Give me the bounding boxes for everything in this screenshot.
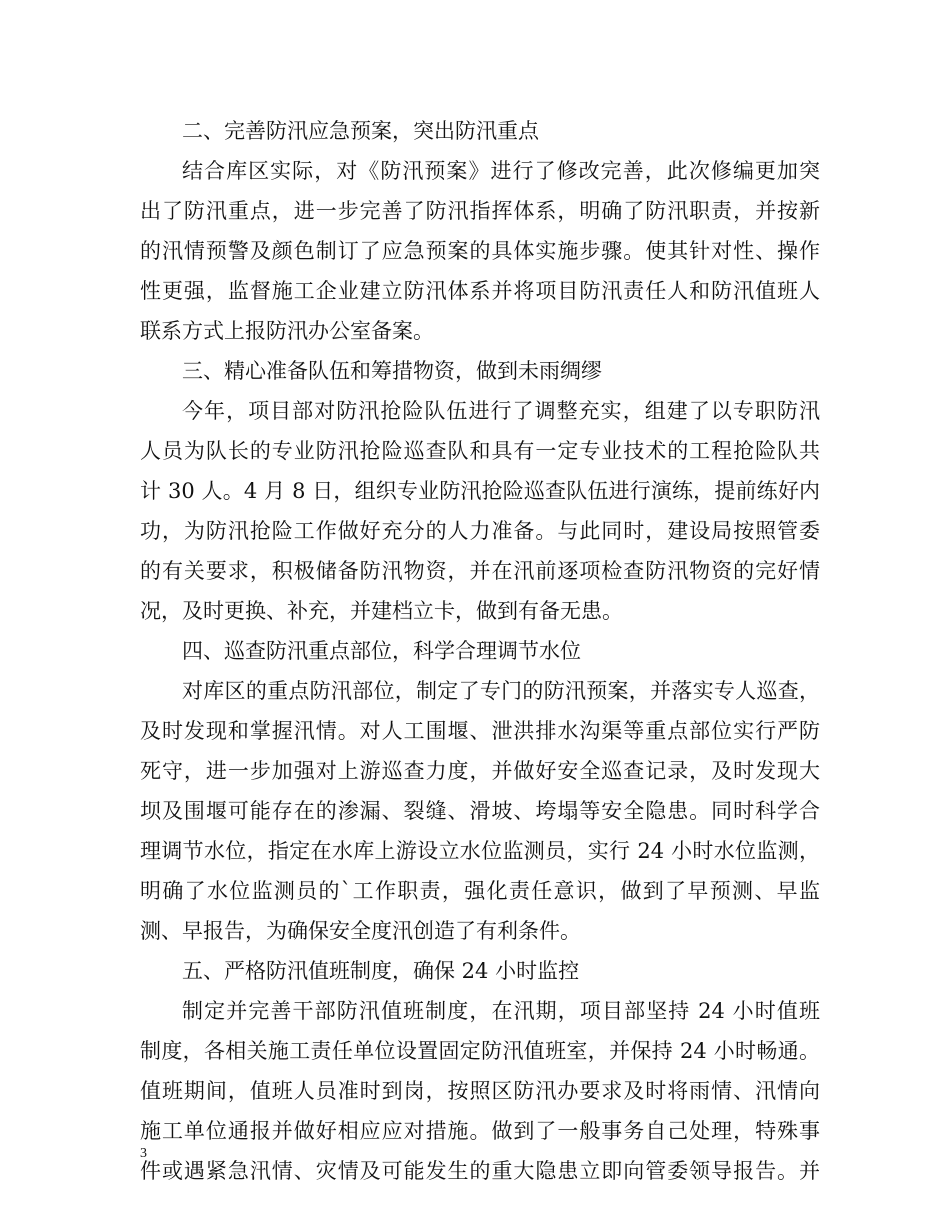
paragraph-line: 出了防汛重点，进一步完善了防汛指挥体系，明确了防汛职责，并按新 — [140, 199, 820, 223]
paragraph-line: 坝及围堰可能存在的渗漏、裂缝、滑坡、垮塌等安全隐患。同时科学合 — [140, 799, 820, 823]
paragraph-line: 理调节水位，指定在水库上游设立水位监测员，实行 24 小时水位监测， — [140, 839, 820, 863]
paragraph-line: 联系方式上报防汛办公室备案。 — [140, 319, 434, 343]
paragraph-line: 况，及时更换、补充，并建档立卡，做到有备无患。 — [140, 599, 623, 623]
section-heading: 五、严格防汛值班制度，确保 24 小时监控 — [182, 959, 580, 983]
paragraph-line: 性更强，监督施工企业建立防汛体系并将项目防汛责任人和防汛值班人 — [140, 279, 820, 303]
paragraph-line: 今年，项目部对防汛抢险队伍进行了调整充实，组建了以专职防汛 — [182, 399, 820, 423]
paragraph-line: 功，为防汛抢险工作做好充分的人力准备。与此同时，建设局按照管委 — [140, 519, 820, 543]
section-heading: 四、巡查防汛重点部位，科学合理调节水位 — [182, 639, 581, 663]
paragraph-line: 件或遇紧急汛情、灾情及可能发生的重大隐患立即向管委领导报告。并 — [140, 1159, 820, 1183]
paragraph-line: 计 30 人。4 月 8 日，组织专业防汛抢险巡查队伍进行演练，提前练好内 — [140, 479, 820, 503]
paragraph-line: 制定并完善干部防汛值班制度，在汛期，项目部坚持 24 小时值班 — [182, 999, 820, 1023]
paragraph-line: 的汛情预警及颜色制订了应急预案的具体实施步骤。使其针对性、操作 — [140, 239, 820, 263]
paragraph-line: 对库区的重点防汛部位，制定了专门的防汛预案，并落实专人巡查， — [182, 679, 820, 703]
page-number: 3 — [140, 1146, 147, 1161]
paragraph-line: 的有关要求，积极储备防汛物资，并在汛前逐项检查防汛物资的完好情 — [140, 559, 820, 583]
paragraph-line: 死守，进一步加强对上游巡查力度，并做好安全巡查记录，及时发现大 — [140, 759, 820, 783]
section-heading: 三、精心准备队伍和筹措物资，做到未雨绸缪 — [182, 359, 602, 383]
paragraph-line: 施工单位通报并做好相应应对措施。做到了一般事务自己处理，特殊事 — [140, 1119, 820, 1143]
paragraph-line: 测、早报告，为确保安全度汛创造了有利条件。 — [140, 919, 581, 943]
paragraph-line: 值班期间，值班人员准时到岗，按照区防汛办要求及时将雨情、汛情向 — [140, 1079, 820, 1103]
section-heading: 二、完善防汛应急预案，突出防汛重点 — [182, 119, 539, 143]
paragraph-line: 制度，各相关施工责任单位设置固定防汛值班室，并保持 24 小时畅通。 — [140, 1039, 820, 1063]
paragraph-line: 人员为队长的专业防汛抢险巡查队和具有一定专业技术的工程抢险队共 — [140, 439, 820, 463]
paragraph-line: 明确了水位监测员的`工作职责，强化责任意识，做到了早预测、早监 — [140, 879, 820, 903]
paragraph-line: 及时发现和掌握汛情。对人工围堰、泄洪排水沟渠等重点部位实行严防 — [140, 719, 820, 743]
paragraph-line: 结合库区实际，对《防汛预案》进行了修改完善，此次修编更加突 — [182, 159, 820, 183]
